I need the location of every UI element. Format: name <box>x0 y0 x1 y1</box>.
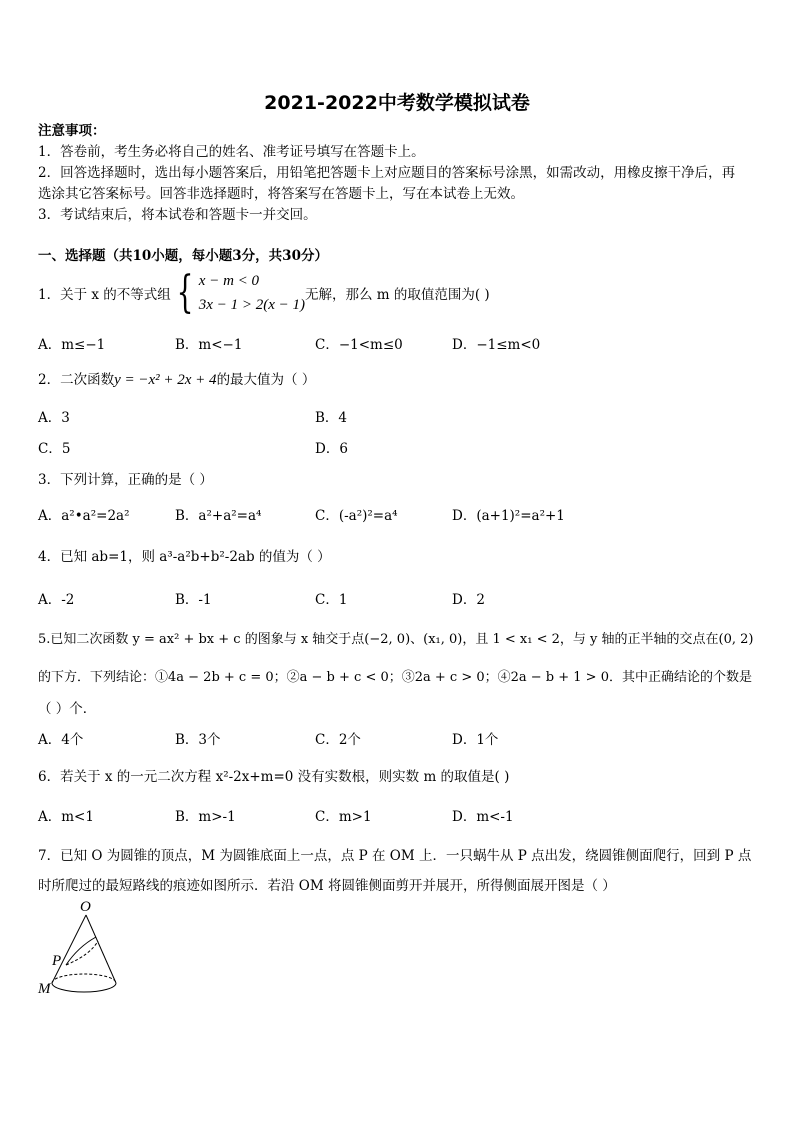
option-b: B．3个 <box>175 732 221 748</box>
option-c: C．1 <box>315 592 348 608</box>
cone-base-front <box>52 983 116 992</box>
option-d: D．−1≤m<0 <box>452 337 541 353</box>
question-5-line1: 5.已知二次函数 y = ax² + bx + c 的图象与 x 轴交于点(−2, 0)、(x₁, 0)，且 1 < x₁ < 2，与 y 轴的正半轴的交点在(0, 2) <box>38 632 754 647</box>
notice-heading: 注意事项： <box>38 123 106 139</box>
question-4: 4．已知 ab=1，则 a³-a²b+b²-2ab 的值为（ ） <box>38 549 331 565</box>
notice-item: 3．考试结束后，将本试卷和答题卡一并交回。 <box>38 207 317 223</box>
option-c: C．−1<m≤0 <box>315 337 403 353</box>
cone-left-edge <box>52 915 86 983</box>
option-b: B．4 <box>315 410 348 426</box>
cone-right-edge <box>86 915 116 983</box>
snail-path-front <box>66 937 96 965</box>
option-d: D．(a+1)²=a²+1 <box>452 508 565 524</box>
notice-item: 2．回答选择题时，选出每小题答案后，用铅笔把答题卡上对应题目的答案标号涂黑，如需改动，用橡皮擦干净后，再 <box>38 165 736 181</box>
option-c: C．2个 <box>315 732 361 748</box>
option-a: A．m≤−1 <box>38 337 106 353</box>
q2-stem: 2．二次函数 <box>38 372 115 388</box>
inequality-2: 3x − 1 > 2(x − 1) <box>198 297 305 313</box>
option-b: B．m>-1 <box>175 809 236 825</box>
option-a: A．a²•a²=2a² <box>38 508 130 524</box>
inequality-system: { x − m < 0 3x − 1 > 2(x − 1) <box>176 267 305 318</box>
option-b: B．-1 <box>175 592 212 608</box>
q1-stem: 1．关于 x 的不等式组 <box>38 287 171 303</box>
question-5-line2: 的下方．下列结论：①4a − 2b + c = 0；②a − b + c < 0；③2a + c > 0；④2a − b + 1 > 0．其中正确结论的个数是 <box>38 670 752 685</box>
option-a: A．m<1 <box>38 809 94 825</box>
q1-stem-end: 无解，那么 m 的取值范围为( ) <box>304 287 490 303</box>
question-5-line3: （ ）个． <box>38 701 97 717</box>
question-7-line2: 时所爬过的最短路线的痕迹如图所示．若沿 OM 将圆锥侧面剪开并展开，所得侧面展开图是（ ） <box>38 878 616 894</box>
option-d: D．m<-1 <box>452 809 514 825</box>
option-a: A．-2 <box>38 592 75 608</box>
option-b: B．a²+a²=a⁴ <box>175 508 262 524</box>
notice-item: 选涂其它答案标号。回答非选择题时，将答案写在答题卡上，写在本试卷上无效。 <box>38 186 524 202</box>
option-c: C．(-a²)²=a⁴ <box>315 508 398 524</box>
section-heading: 一、选择题（共10小题，每小题3分，共30分） <box>38 248 328 264</box>
option-a: A．4个 <box>38 732 84 748</box>
q2-expression: y = −x² + 2x + 4 <box>114 372 217 388</box>
notice-item: 1．答卷前，考生务必将自己的姓名、准考证号填写在答题卡上。 <box>38 144 425 160</box>
option-a: A．3 <box>38 410 70 426</box>
option-c: C．m>1 <box>315 809 372 825</box>
label-p: P <box>52 953 62 969</box>
cone-base-back <box>52 974 116 983</box>
question-6: 6．若关于 x 的一元二次方程 x²-2x+m=0 没有实数根，则实数 m 的取值是( ) <box>38 769 510 785</box>
option-d: D．6 <box>315 441 348 457</box>
label-o: O <box>80 899 91 915</box>
page-title: 2021-2022中考数学模拟试卷 <box>264 92 530 114</box>
question-7-line1: 7．已知 O 为圆锥的顶点，M 为圆锥底面上一点，点 P 在 OM 上．一只蜗牛从 P 点出发，绕圆锥侧面爬行，回到 P 点 <box>38 848 752 864</box>
question-1 <box>38 269 490 317</box>
option-d: D．2 <box>452 592 485 608</box>
option-c: C．5 <box>38 441 71 457</box>
question-2 <box>38 368 315 389</box>
question-3: 3．下列计算，正确的是（ ） <box>38 472 213 488</box>
option-b: B．m<−1 <box>175 337 243 353</box>
label-m: M <box>38 981 51 997</box>
inequality-1: x − m < 0 <box>198 273 260 289</box>
option-d: D．1个 <box>452 732 499 748</box>
cone-figure <box>30 895 130 1005</box>
q2-stem-end: 的最大值为（ ） <box>216 372 316 388</box>
